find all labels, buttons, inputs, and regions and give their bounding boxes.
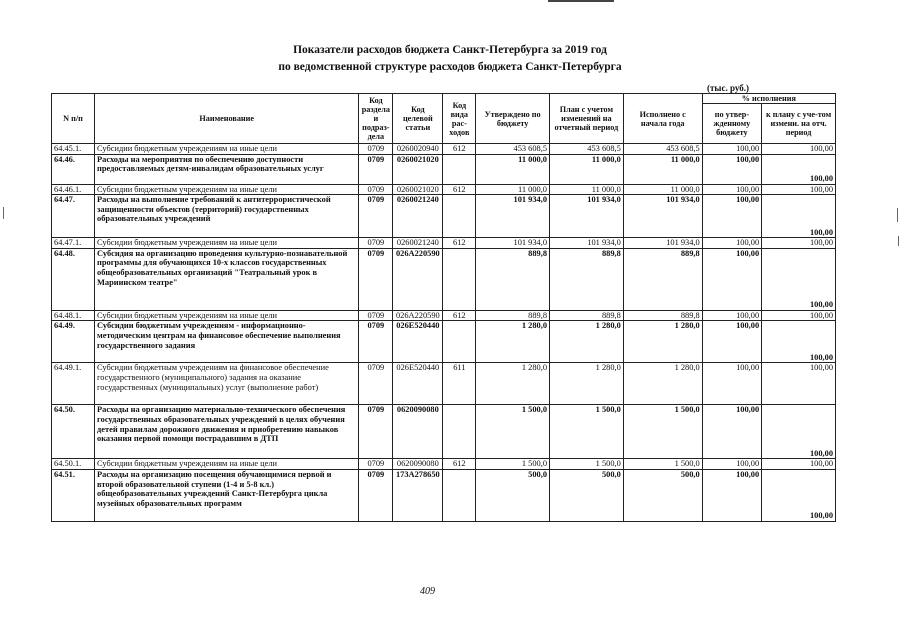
header-executed: Исполнено с начала года [623,94,702,144]
table-row [52,459,836,470]
table-row [52,248,836,310]
cell-pct-approved: 100,00 [702,144,761,155]
cell-expense [443,469,476,521]
cell-plan: 889,8 [550,248,624,310]
cell-name: Субсидии бюджетным учреждениям на иные цели [95,184,359,195]
cell-approved: 1 280,0 [476,321,550,363]
scan-artifact [897,208,898,222]
cell-num: 64.48.1. [52,310,95,321]
cell-pct-approved: 100,00 [702,184,761,195]
cell-expense [443,405,476,459]
cell-section: 0709 [359,321,393,363]
cell-expense: 612 [443,238,476,249]
cell-name: Расходы на выполнение требований к антитеррористической защищенности объектов (территорий) государственных образовательных учреждений [95,195,359,238]
cell-plan: 1 280,0 [550,363,624,405]
cell-target: 026E520440 [393,363,443,405]
cell-num: 64.51. [52,469,95,521]
cell-num: 64.49.1. [52,363,95,405]
cell-executed: 500,0 [623,469,702,521]
cell-executed: 1 500,0 [623,405,702,459]
cell-pct-approved: 100,00 [702,405,761,459]
cell-pct-plan: 100,00 [762,144,836,155]
cell-pct-plan: 100,00 [762,154,836,184]
cell-pct-approved: 100,00 [702,321,761,363]
cell-pct-plan: 100,00 [762,248,836,310]
cell-pct-plan: 100,00 [762,238,836,249]
cell-name: Субсидии бюджетным учреждениям на иные цели [95,144,359,155]
cell-pct-approved: 100,00 [702,459,761,470]
cell-executed: 101 934,0 [623,238,702,249]
cell-num: 64.48. [52,248,95,310]
cell-num: 64.45.1. [52,144,95,155]
cell-pct-plan: 100,00 [762,321,836,363]
cell-section: 0709 [359,310,393,321]
header-plan: План с учетом изменений на отчетный период [550,94,624,144]
cell-name: Субсидии бюджетным учреждениям на иные цели [95,310,359,321]
cell-section: 0709 [359,144,393,155]
cell-pct-approved: 100,00 [702,154,761,184]
cell-section: 0709 [359,459,393,470]
cell-approved: 889,8 [476,310,550,321]
cell-num: 64.49. [52,321,95,363]
cell-section: 0709 [359,248,393,310]
cell-expense [443,321,476,363]
cell-approved: 889,8 [476,248,550,310]
document-title [200,42,700,76]
budget-table [51,93,836,522]
cell-target: 0260020940 [393,144,443,155]
cell-approved: 101 934,0 [476,195,550,238]
header-name: Наименование [95,94,359,144]
cell-pct-plan: 100,00 [762,405,836,459]
cell-expense: 612 [443,144,476,155]
cell-num: 64.46. [52,154,95,184]
cell-approved: 1 500,0 [476,459,550,470]
cell-target: 0260021020 [393,184,443,195]
cell-expense: 612 [443,184,476,195]
cell-executed: 889,8 [623,310,702,321]
cell-section: 0709 [359,154,393,184]
cell-pct-plan: 100,00 [762,195,836,238]
cell-pct-plan: 100,00 [762,363,836,405]
cell-plan: 889,8 [550,310,624,321]
cell-plan: 101 934,0 [550,238,624,249]
cell-plan: 1 500,0 [550,405,624,459]
cell-executed: 11 000,0 [623,154,702,184]
cell-executed: 1 280,0 [623,363,702,405]
cell-pct-approved: 100,00 [702,363,761,405]
cell-executed: 889,8 [623,248,702,310]
cell-section: 0709 [359,184,393,195]
cell-section: 0709 [359,238,393,249]
cell-num: 64.50.1. [52,459,95,470]
table-row [52,184,836,195]
cell-num: 64.46.1. [52,184,95,195]
header-pct-approved: по утвер-жденному бюджету [702,104,761,144]
cell-approved: 11 000,0 [476,184,550,195]
cell-plan: 1 280,0 [550,321,624,363]
table-row [52,195,836,238]
cell-target: 0260021240 [393,195,443,238]
cell-pct-approved: 100,00 [702,195,761,238]
table-row [52,154,836,184]
header-pct-plan: к плану с уче-том измени. на отч. период [762,104,836,144]
cell-num: 64.47. [52,195,95,238]
cell-expense: 612 [443,459,476,470]
cell-expense [443,154,476,184]
cell-num: 64.47.1. [52,238,95,249]
cell-target: 0620090080 [393,405,443,459]
cell-num: 64.50. [52,405,95,459]
header-num: N п/п [52,94,95,144]
cell-executed: 11 000,0 [623,184,702,195]
scan-artifact [548,0,614,2]
cell-section: 0709 [359,405,393,459]
cell-name: Субсидии бюджетным учреждениям - информационно-методическим центрам на финансовое обеспечение выполнения государственного задания [95,321,359,363]
cell-executed: 1 500,0 [623,459,702,470]
cell-expense [443,195,476,238]
title-line-1: Показатели расходов бюджета Санкт-Петербурга за 2019 год [293,44,607,56]
cell-pct-plan: 100,00 [762,469,836,521]
cell-plan: 500,0 [550,469,624,521]
cell-executed: 101 934,0 [623,195,702,238]
cell-pct-plan: 100,00 [762,459,836,470]
cell-name: Расходы на мероприятия по обеспечению доступности предоставляемых детям-инвалидам образовательных услуг [95,154,359,184]
cell-plan: 101 934,0 [550,195,624,238]
cell-approved: 11 000,0 [476,154,550,184]
cell-pct-plan: 100,00 [762,184,836,195]
table-row [52,238,836,249]
cell-plan: 1 500,0 [550,459,624,470]
cell-approved: 500,0 [476,469,550,521]
cell-plan: 453 608,5 [550,144,624,155]
header-section: Код раздела и подраз-дела [359,94,393,144]
cell-pct-approved: 100,00 [702,248,761,310]
scan-artifact [898,236,899,246]
cell-plan: 11 000,0 [550,154,624,184]
cell-target: 026A220590 [393,248,443,310]
header-percent: % исполнения [702,94,835,104]
cell-name: Субсидия на организацию проведения культурно-познавательной программы для обучающихся 10-х классов государственных общеобразовательных организаций "Театральный урок в Мариинском театре" [95,248,359,310]
cell-name: Расходы на организацию посещения обучающимися первой и второй образовательной ступени (1-4 и 5-8 кл.) общеобразовательных учреждений Санкт-Петербурга цикла музейных образовательных программ [95,469,359,521]
units-label: (тыс. руб.) [707,83,749,93]
cell-expense: 611 [443,363,476,405]
cell-target: 0260021240 [393,238,443,249]
cell-executed: 453 608,5 [623,144,702,155]
cell-section: 0709 [359,469,393,521]
table-row [52,321,836,363]
cell-approved: 1 500,0 [476,405,550,459]
cell-approved: 453 608,5 [476,144,550,155]
header-target: Код целевой статьи [393,94,443,144]
cell-pct-approved: 100,00 [702,238,761,249]
table-row [52,469,836,521]
cell-pct-approved: 100,00 [702,469,761,521]
header-expense: Код вида рас-ходов [443,94,476,144]
cell-expense [443,248,476,310]
cell-name: Расходы на организацию материально-технического обеспечения государственных образовательных учреждений в целях обучения детей правилам дорожного движения и приобретению навыков оказания первой помощи пострадавшим в ДТП [95,405,359,459]
cell-section: 0709 [359,363,393,405]
title-line-2: по ведомственной структуре расходов бюджета Санкт-Петербурга [278,61,622,73]
cell-target: 026E520440 [393,321,443,363]
cell-section: 0709 [359,195,393,238]
cell-target: 0620090080 [393,459,443,470]
cell-name: Субсидии бюджетным учреждениям на финансовое обеспечение государственного (муниципального) задания на оказание государственных (муниципальных) услуг (выполнение работ) [95,363,359,405]
header-approved: Утверждено по бюджету [476,94,550,144]
table-row [52,363,836,405]
cell-target: 026A220590 [393,310,443,321]
cell-expense: 612 [443,310,476,321]
scan-artifact [3,207,4,219]
cell-name: Субсидии бюджетным учреждениям на иные цели [95,238,359,249]
table-body [52,144,836,522]
cell-plan: 11 000,0 [550,184,624,195]
cell-approved: 101 934,0 [476,238,550,249]
cell-target: 173A278650 [393,469,443,521]
page-number: 409 [420,586,435,597]
cell-executed: 1 280,0 [623,321,702,363]
cell-approved: 1 280,0 [476,363,550,405]
cell-target: 0260021020 [393,154,443,184]
cell-pct-plan: 100,00 [762,310,836,321]
cell-pct-approved: 100,00 [702,310,761,321]
table-row [52,310,836,321]
cell-name: Субсидии бюджетным учреждениям на иные цели [95,459,359,470]
table-row [52,405,836,459]
table-row [52,144,836,155]
